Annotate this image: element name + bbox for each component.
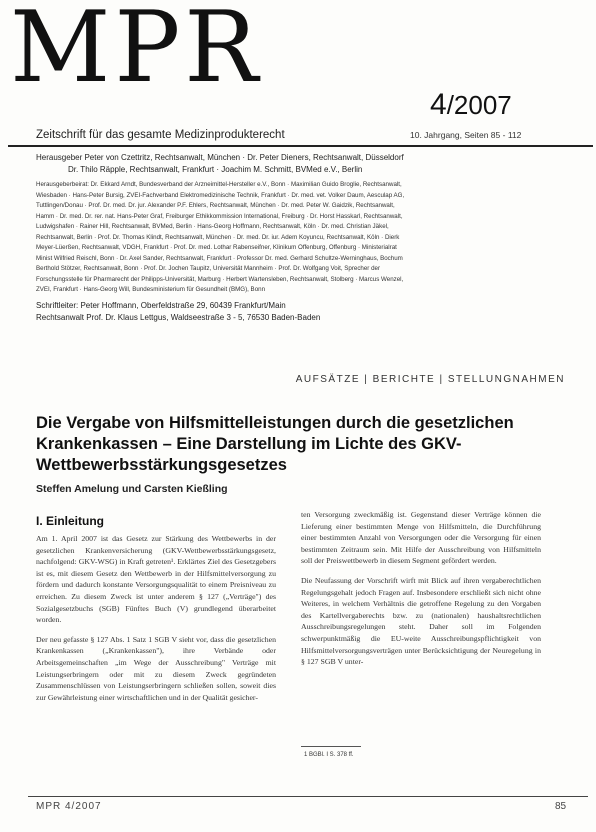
column-right xyxy=(301,509,541,676)
editors-line-2: Dr. Thilo Räpple, Rechtsanwalt, Frankfurt · Joachim M. Schmitt, BVMed e.V., Berlin xyxy=(68,165,363,174)
journal-subtitle: Zeitschrift für das gesamte Medizinprodukterecht xyxy=(36,129,285,141)
column-left xyxy=(36,533,276,711)
issue-year: /2007 xyxy=(446,90,512,120)
footnote-divider xyxy=(301,746,361,747)
volume-info: 10. Jahrgang, Seiten 85 - 112 xyxy=(410,130,522,140)
advisory-line: Minist Wilfried Reischl, Bonn · Dr. Axel Sander, Rechtsanwalt, Frankfurt · Professor Dr. med. Gerhard Schultze-Werninghaus, Bochum xyxy=(36,254,403,262)
advisory-line: Forschungsstelle für Pharmarecht der Philipps-Universität, Marburg · Herbert Wartensleben, Rechtsanwalt, Stolberg · Marcus Wenzel, xyxy=(36,275,404,283)
advisory-board xyxy=(36,180,588,296)
footer-divider xyxy=(28,796,588,797)
paragraph: Die Neufassung der Vorschrift wirft mit Blick auf ihren vergaberechtlichen Regelungsgehalt jedoch Fragen auf. Insbesondere erschließt sich nicht ohne Weiteres, in welchem Verhältnis die getroffene Regelung zu den Vorgaben des Kartellvergaberechts bzw. zu (nationalen) haushaltsrechtlichen Ausschreibungsregelungen steht. Daher soll im Folgenden schwerpunktmäßig die EU-weite Ausschreibungspflichtigkeit von Hilfsmittelversorgungsverträgen unter Berücksichtigung der Neuregelung in § 127 SGB V unter- xyxy=(301,575,541,667)
masthead-divider xyxy=(8,145,593,147)
advisory-line: Herausgeberbeirat: Dr. Ekkard Arndt, Bundesverband der Arzneimittel-Hersteller e.V., Bonn · Maximilian Guido Broglie, Rechtsanwalt, xyxy=(36,181,402,188)
schriftleiter-line-1: Schriftleiter: Peter Hoffmann, Oberfeldstraße 29, 60439 Frankfurt/Main xyxy=(36,301,286,310)
advisory-line: Tuttlingen/Donau · Prof. Dr. med. Dr. jur. Alexander P.F. Ehlers, Rechtsanwalt, München · Dr. med. Peter W. Gaidzik, Rechtsanwalt, xyxy=(36,202,395,209)
paragraph: Am 1. April 2007 ist das Gesetz zur Stärkung des Wettbewerbs in der gesetzlichen Krankenversicherung (GKV-Wettbewerbsstärkungsgesetz, nachfolgend: GKV-WSG) in Kraft getreten¹. Erklärtes Ziel des Gesetzgebers ist es, mit diesem Gesetz den Wettbewerb in der Hilfsmittelversorgung zu fördern und dadurch konstante Versorgungsqualität to einem Preisniveau zu erreichen. Zu diesem Zweck ist unter anderem § 127 („Verträge") des Sozialgesetzbuchs (SGB) Fünftes Buch (V) grundlegend überarbeitet worden. xyxy=(36,534,276,625)
paragraph: ten Versorgung zweckmäßig ist. Gegenstand dieser Verträge können die Lieferung einer bestimmten Menge von Hilfsmitteln, die Durchführung einer bestimmten Anzahl von Versorgungen oder die Versorgung für einen bestimmten Zeitraum sein. Mit Hilfe der Ausschreibung von Hilfsmitteln soll der Preiswettbewerb in diesem Segment gefördert werden. xyxy=(301,510,541,566)
advisory-line: ZVEI, Frankfurt · Hans-Georg Will, Bundesministerium für Gesundheit (BMG), Bonn xyxy=(36,286,266,293)
journal-logo: MPR xyxy=(10,0,263,105)
advisory-line: Meyer-Lüerßen, Rechtsanwalt, VDGH, Frankfurt · Prof. Dr. med. Lothar Rabenseifner, Klinikum Offenburg, Offenburg · Ministerialrat xyxy=(36,244,397,251)
page-number: 85 xyxy=(555,801,567,812)
schriftleiter-line-2: Rechtsanwalt Prof. Dr. Klaus Lettgus, Waldseestraße 3 - 5, 76530 Baden-Baden xyxy=(36,313,321,322)
paragraph: Der neu gefasste § 127 Abs. 1 Satz 1 SGB V sieht vor, dass die gesetzlichen Krankenkassen („Krankenkassen"), ihre Verbände oder Arbeitsgemeinschaften „im Wege der Ausschreibung" Verträge mit Leistungserbringern oder mit zu diesem Zweck gegründeten Zusammenschlüssen von Leistungserbringern schließen sollen, soweit dies zur Gewährleistung einer wirtschaftlichen und in der Qualität gesicher- xyxy=(36,634,276,702)
advisory-line: Wiesbaden · Hans-Peter Bursig, ZVEI-Fachverband Elektromedizinische Technik, Frankfurt · Dr. med. vet. Volker Daum, Aesculap AG, xyxy=(36,191,405,199)
editors-line-1: Herausgeber Peter von Czettritz, Rechtsanwalt, München · Dr. Peter Dieners, Rechtsanwalt, Düsseldorf xyxy=(36,153,404,162)
issue-number xyxy=(430,88,512,122)
advisory-line: Ludwigshafen · Rainer Hill, Rechtsanwalt, BVMed, Berlin · Hans-Georg Hoffmann, Rechtsanwalt, Köln · Dr. med. Christian Jäkel, xyxy=(36,223,389,230)
issue-num: 4 xyxy=(430,88,447,121)
advisory-line: Berthold Stötzer, Rechtsanwalt, Bonn · Prof. Dr. Jochen Taupitz, Universität Mannheim · Prof. Dr. Wolfgang Voit, Sprecher der xyxy=(36,265,381,272)
footer-issue: MPR 4/2007 xyxy=(36,801,102,812)
advisory-line: Rechtsanwalt, Berlin · Prof. Dr. Thomas Klindt, Rechtsanwalt, München · Dr. med. Dr. iur. Adem Koyuncu, Rechtsanwalt, Köln · Dierk xyxy=(36,233,400,241)
section-label: AUFSÄTZE | BERICHTE | STELLUNGNAHMEN xyxy=(295,374,565,385)
article-authors: Steffen Amelung und Carsten Kießling xyxy=(36,483,228,495)
section-heading: I. Einleitung xyxy=(36,514,104,528)
advisory-line: Hamm · Dr. med. Dr. rer. nat. Hans-Peter Graf, Freiburger Ethikkommission International, Freiburg · Dr. Horst Hasskarl, Rechtsanwalt, xyxy=(36,212,403,220)
footnote: 1 BGBl. I S. 378 ff. xyxy=(304,752,354,758)
article-title: Die Vergabe von Hilfsmittelleistungen durch die gesetzlichen Krankenkassen – Eine Darstellung im Lichte des GKV-Wettbewerbsstärkungsgesetzes xyxy=(36,414,514,474)
